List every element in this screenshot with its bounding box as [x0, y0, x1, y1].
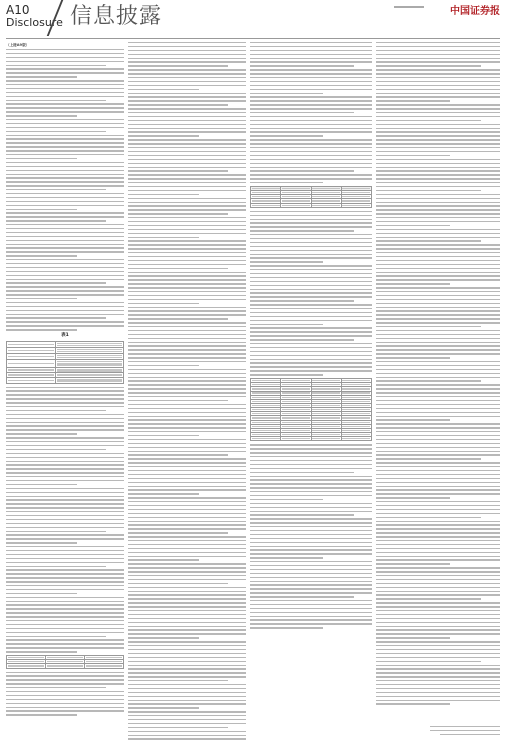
data-table [250, 378, 372, 441]
paragraph-block [376, 229, 500, 285]
paragraph-block [128, 711, 246, 742]
paragraph-block [6, 119, 124, 159]
paragraph-block [128, 198, 246, 238]
paragraph-block [250, 503, 372, 559]
data-table [250, 186, 372, 208]
paragraph-block [6, 597, 124, 653]
paragraph-block [128, 139, 246, 195]
paragraph-block [376, 423, 500, 498]
paragraph-block [376, 641, 500, 705]
paragraph-block [6, 387, 124, 435]
paragraph-block [6, 488, 124, 544]
paragraph-block [250, 42, 372, 94]
paragraph-block [250, 211, 372, 263]
paragraph-block [6, 437, 124, 485]
table-title: 表1 [61, 333, 69, 339]
paragraph-block [250, 139, 372, 183]
header-rule [6, 38, 500, 39]
data-table [6, 341, 124, 384]
paragraph-block [250, 327, 372, 375]
paragraph-block [376, 567, 500, 638]
section-name-en: Disclosure [6, 16, 63, 29]
section-title: 信息披露 [70, 4, 163, 29]
paragraph-block [128, 240, 246, 304]
continued-note: （上接A9版） [6, 43, 30, 47]
paragraph-block [128, 42, 246, 90]
paragraph-block [128, 563, 246, 638]
paragraph-block [6, 80, 124, 116]
paragraph-block [376, 501, 500, 565]
footer-lines [400, 726, 500, 735]
paragraph-block [6, 49, 124, 78]
paragraph-block [6, 212, 124, 256]
paragraph-block [376, 159, 500, 227]
paragraph-block [250, 96, 372, 136]
paragraph-block [128, 369, 246, 437]
paragraph-block [128, 641, 246, 709]
text-column-3 [250, 42, 372, 742]
text-column-2 [128, 42, 246, 742]
paragraph-block [128, 497, 246, 561]
text-column-1 [6, 42, 124, 742]
paragraph-block [376, 104, 500, 156]
paragraph-block [6, 162, 124, 210]
paragraph-block [128, 93, 246, 137]
paragraph-block [250, 265, 372, 325]
paragraph-block [376, 42, 500, 102]
paragraph-block [128, 307, 246, 367]
paragraph-block [250, 444, 372, 500]
paragraph-block [6, 672, 124, 716]
paragraph-block [6, 302, 124, 331]
page-number: A10 [6, 3, 30, 17]
paragraph-block [376, 287, 500, 358]
data-table [6, 655, 124, 668]
newspaper-masthead-logo: 中国证券报 [450, 6, 500, 17]
paragraph-block [6, 546, 124, 594]
page-footer [400, 726, 500, 738]
paragraph-block [376, 361, 500, 421]
paragraph-block [250, 561, 372, 629]
paragraph-block [6, 259, 124, 299]
paragraph-block [128, 439, 246, 495]
header-date [394, 4, 424, 9]
text-column-4 [376, 42, 500, 742]
